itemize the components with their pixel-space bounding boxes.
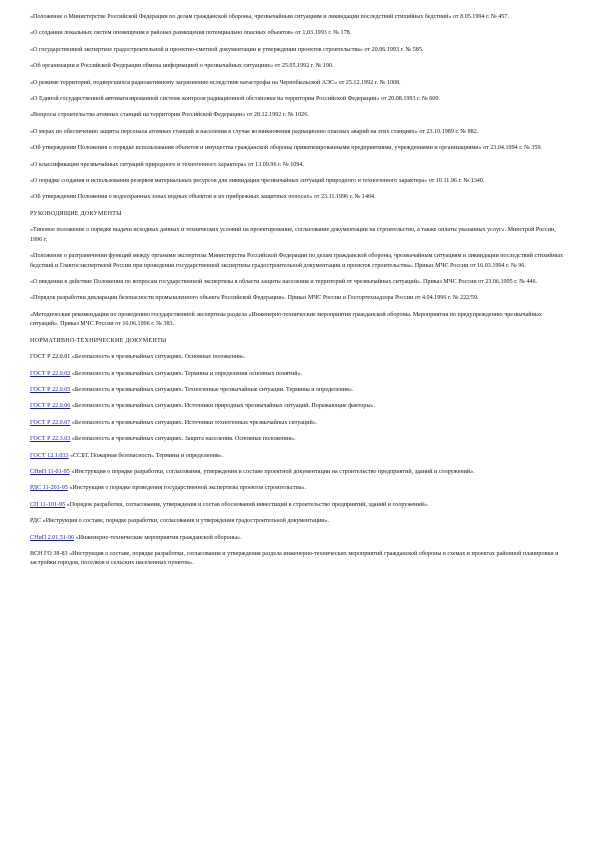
guidance-item: «Порядок разработки декларации безопасности промышленного объекта Российской Федерации». Приказ МЧС России и Госгортехнадзора России от 4.04.1996 г. № 222/59. [30, 295, 479, 302]
guidance-item: «Методические рекомендации по проведению государственной экспертизы раздела «Инженерно-технические мероприятия гражданской обороны. Мероприятия по предупреждению чрезвычайных ситуаций». Приказ МЧС России от 10.06.1996 г. № 383. [30, 311, 542, 328]
normative-item [30, 468, 568, 478]
normative-item [30, 517, 568, 527]
normative-item [30, 419, 568, 429]
law-item: «Об организации в Российской Федерации обмена информацией о чрезвычайных ситуациях» от 25.05.1992 г. № 190. [30, 63, 334, 70]
document-title: «Инженерно-технические мероприятия гражданской обороны». [74, 534, 242, 541]
normative-item [30, 370, 568, 380]
document-code-link[interactable]: ГОСТ Р 22.0.06 [30, 403, 71, 410]
law-item: «Об утверждении Положения о водоохранных зонах водных объектов и их прибрежных защитных полосах» от 23.11.1996 г. № 1404. [30, 194, 376, 201]
normative-item [30, 484, 568, 494]
document-code-link[interactable]: ГОСТ Р 22.0.05 [30, 386, 71, 393]
law-item: «Об утверждении Положения о порядке использования объектов и имущества гражданской обороны приватизированными предприятиями, учреждениями и организациями» от 23.04.1994 г. № 359. [30, 145, 543, 152]
normative-item [30, 452, 568, 462]
document-title: «Безопасность в чрезвычайных ситуациях. Термины и определения основных понятий». [70, 370, 303, 377]
guidance-list [30, 226, 568, 330]
law-item: «Вопросы строительства атомных станций на территории Российской Федерации» от 28.12.1992 г. № 1026. [30, 112, 309, 119]
law-item: «О Единой государственной автоматизированной системе контроля радиационной обстановки на территории Российской Федерации» от 20.08.1993 г. № 600. [30, 95, 440, 102]
normative-item [30, 550, 568, 569]
guidance-item: «Типовое положение о порядке выдачи исходных данных и технических условий на проектирование, согласование документации на строительство, а также оплаты указанных услуг». Минстрой России, 1996 г. [30, 227, 556, 243]
guidance-item: «Положение о разграничении функций между органами экспертизы Министерства Российской Федерации по делам гражданской обороны, чрезвычайным ситуациям и ликвидации последствий стихийных бедствий и Главгосэкспертизой России при проведении государственной экспертизы градостроительной документации и проектов строительства». Приказ МЧС России от 16.03.1994 г. № 96. [30, 253, 564, 269]
document-code-link[interactable]: СНиП 2.01.51-90 [30, 534, 75, 541]
document-title: «Инструкция о порядке проведения государственной экспертизы проектов строительства». [67, 485, 307, 492]
law-item: «Положение о Министерстве Российской Федерации по делам гражданской обороны, чрезвычайным ситуациям и ликвидации последствий стихийных бедствий» от 8.05.1994 г. № 457. [30, 14, 509, 20]
guidance-item: «О введении в действие Положения по вопросам государственной экспертизы в области защиты населения и территорий от чрезвычайных ситуаций». Приказ МЧС России от 23.06.1995 г. № 446. [30, 279, 538, 286]
document-code-link[interactable]: СНиП 11-01-95 [30, 468, 70, 475]
document-code-link[interactable]: РДС 11-201-95 [30, 485, 68, 492]
law-item: «О режиме территорий, подвергшихся радиоактивному загрязнению вследствие катастрофы на Чернобыльской АЭС» от 25.12.1992 г. № 1008. [30, 79, 401, 86]
document-title: «ССБТ. Пожарная безопасность. Термины и определения». [68, 452, 224, 459]
normative-heading: НОРМАТИВНО-ТЕХНИЧЕСКИЕ ДОКУМЕНТЫ [30, 337, 167, 344]
document-title: «Инструкция о составе, порядке разработки, согласования и утверждения градостроительной документации». [41, 518, 330, 525]
document-code: ВСН ГО 38-83 [30, 550, 68, 557]
document-code-link[interactable]: ГОСТ 12.1.033 [30, 452, 69, 459]
normative-item [30, 386, 568, 396]
document-title: «Порядок разработки, согласования, утверждения и состав обоснований инвестиций в строительство предприятий, зданий и сооружений». [65, 501, 429, 508]
normative-item [30, 402, 568, 412]
normative-item [30, 501, 568, 511]
normative-item [30, 353, 568, 363]
document-code-link[interactable]: СП 11-101-95 [30, 501, 66, 508]
document-title: «Безопасность в чрезвычайных ситуациях. Источники техногенных чрезвычайных ситуаций». [70, 419, 318, 426]
document-code-link[interactable]: ГОСТ Р 22.3.03 [30, 436, 71, 443]
law-item: «О мерах по обеспечению защиты персонала атомных станций и населения в случае возникновения радиационно опасных аварий на этих станциях» от 23.10.1989 г. № 882. [30, 128, 479, 135]
laws-list [30, 13, 568, 203]
normative-item [30, 534, 568, 544]
law-item: «О государственной экспертизе градостроительной и проектно-сметной документации и утверждении проектов строительства» от 20.06.1993 г. № 585. [30, 46, 424, 53]
document-page [30, 13, 568, 576]
document-title: «Безопасность в чрезвычайных ситуациях. Источники природных чрезвычайных ситуаций. Поражающие факторы». [70, 403, 376, 410]
document-title: «Безопасность в чрезвычайных ситуациях. Основные положения». [70, 354, 246, 361]
document-title: «Инструкция о составе, порядке разработки, согласования и утверждения раздела инженерно-технических мероприятий гражданской обороны в схемах и проектах районной планировки и застройки городов, поселков и сельских населенных пунктов». [30, 550, 559, 567]
normative-list [30, 353, 568, 569]
document-title: «Безопасность в чрезвычайных ситуациях. Защита населения. Основные положения». [70, 436, 296, 443]
document-code-link[interactable]: ГОСТ Р 22.0.07 [30, 419, 71, 426]
document-code-link[interactable]: ГОСТ Р 22.0.02 [30, 370, 71, 377]
law-item: «О классификации чрезвычайных ситуаций природного и техногенного характера» от 13.09.96 г. № 1094. [30, 161, 304, 168]
guidance-heading: РУКОВОДЯЩИЕ ДОКУМЕНТЫ [30, 210, 122, 217]
document-title: «Инструкция о порядке разработки, согласования, утверждения и составе проектной документации на строительство предприятий, зданий и сооружений». [69, 468, 475, 475]
document-code: ГОСТ Р 22.0.01 [30, 354, 71, 361]
law-item: «О создании локальных систем оповещения в районах размещения потенциально опасных объектов» от 1.03.1993 г. № 178. [30, 30, 352, 37]
document-code: РДС [30, 518, 42, 525]
document-title: «Безопасность в чрезвычайных ситуациях. Техногенные чрезвычайные ситуации. Термины и определения». [70, 386, 354, 393]
law-item: «О порядке создания и использования резервов материальных ресурсов для ликвидации чрезвычайных ситуаций природного и техногенного характера» от 10.11.96 г. № 1340. [30, 177, 485, 184]
normative-item [30, 435, 568, 445]
